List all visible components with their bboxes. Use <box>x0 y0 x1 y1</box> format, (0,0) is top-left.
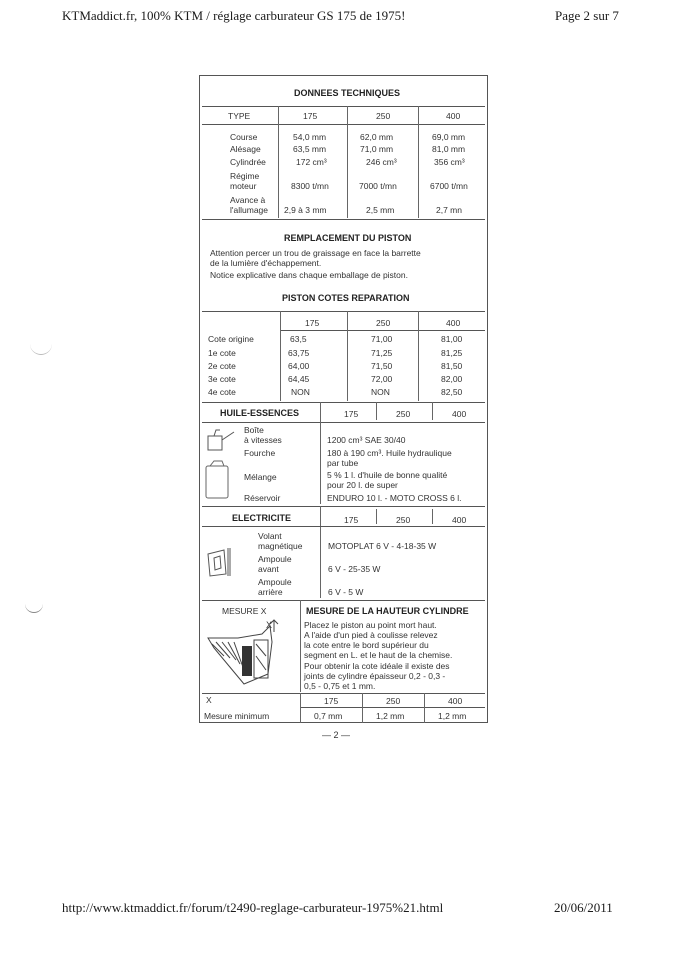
col-rule <box>300 693 301 723</box>
col-rule <box>300 600 301 692</box>
mesure-title: MESURE DE LA HAUTEUR CYLINDRE <box>306 606 469 616</box>
cell: 81,00 <box>441 334 463 344</box>
min-value: 0,7 mm <box>314 711 343 721</box>
divider <box>202 506 485 507</box>
cell: 356 cm³ <box>434 157 465 167</box>
row-label: 1e cote <box>208 348 236 358</box>
cell: 2,7 mn <box>436 205 462 215</box>
item-label: Réservoir <box>244 493 281 503</box>
remplacement-line: de la lumière d'échappement. <box>210 258 322 268</box>
mesure-line: la cote entre le bord supérieur du <box>304 640 429 650</box>
col-400: 400 <box>448 696 463 706</box>
x-label: X <box>206 695 212 705</box>
scan-mark <box>30 338 52 355</box>
divider <box>202 693 485 694</box>
col-rule <box>424 693 425 723</box>
cell: 63,5 mm <box>293 144 327 154</box>
fuel-jerrycan-icon <box>204 460 232 500</box>
item-label: arrière <box>258 587 283 597</box>
col-250: 250 <box>396 515 411 525</box>
min-value: 1,2 mm <box>438 711 467 721</box>
row-label: 3e cote <box>208 374 236 384</box>
cell: 71,00 <box>371 334 393 344</box>
cell: 2,5 mm <box>366 205 395 215</box>
cell: 81,25 <box>441 348 463 358</box>
item-label: Volant <box>258 531 282 541</box>
piston-title: PISTON COTES REPARATION <box>282 293 410 303</box>
donnees-title: DONNEES TECHNIQUES <box>294 88 401 98</box>
col-rule <box>376 509 377 524</box>
cell: 71,0 mm <box>360 144 394 154</box>
col-400: 400 <box>446 318 461 328</box>
cell: 2,9 à 3 mm <box>284 205 327 215</box>
row-label: Régime <box>230 171 260 181</box>
col-250: 250 <box>376 318 391 328</box>
row-label: Cylindrée <box>230 157 266 167</box>
mesure-line: segment en L. et le haut de la chemise. <box>304 650 453 660</box>
divider <box>280 330 485 331</box>
item-value: 180 à 190 cm³. Huile hydraulique <box>327 448 452 458</box>
item-label: Mélange <box>244 472 277 482</box>
cell: 69,0 mm <box>432 132 466 142</box>
col-rule <box>362 693 363 723</box>
item-label: à vitesses <box>244 435 282 445</box>
divider <box>202 600 485 601</box>
mesure-line: Placez le piston au point mort haut. <box>304 620 437 630</box>
svg-text:X: X <box>266 620 273 630</box>
col-rule <box>280 311 281 401</box>
col-250: 250 <box>376 111 391 121</box>
cell: 71,50 <box>371 361 393 371</box>
divider <box>202 311 485 312</box>
min-label: Mesure minimum <box>204 711 270 721</box>
cell: 81,50 <box>441 361 463 371</box>
divider <box>202 526 485 527</box>
row-label: Course <box>230 132 258 142</box>
col-rule <box>376 402 377 420</box>
row-label: Cote origine <box>208 334 254 344</box>
item-label: Ampoule <box>258 554 292 564</box>
item-label: Ampoule <box>258 577 292 587</box>
col-rule <box>320 422 321 504</box>
cell: 6700 t/mn <box>430 181 468 191</box>
page-date: 20/06/2011 <box>554 900 613 915</box>
col-rule <box>320 506 321 598</box>
sheet-page-number: — 2 — <box>322 730 351 740</box>
divider <box>202 219 485 220</box>
mesure-x-label: MESURE X <box>222 606 267 616</box>
row-label: Alésage <box>230 144 261 154</box>
cell: 63,5 <box>290 334 307 344</box>
item-label: Fourche <box>244 448 276 458</box>
item-label: avant <box>258 564 279 574</box>
col-175: 175 <box>303 111 318 121</box>
col-175: 175 <box>324 696 339 706</box>
col-400: 400 <box>446 111 461 121</box>
page-url: http://www.ktmaddict.fr/forum/t2490-reglage-carburateur-1975%21.html <box>62 900 444 915</box>
page-counter: Page 2 sur 7 <box>555 8 619 23</box>
remplacement-title: REMPLACEMENT DU PISTON <box>284 233 412 243</box>
cell: 63,75 <box>288 348 310 358</box>
mesure-line: A l'aide d'un pied à coulisse relevez <box>304 630 438 640</box>
cell: 72,00 <box>371 374 393 384</box>
row-label: l'allumage <box>230 205 269 215</box>
col-400: 400 <box>452 515 467 525</box>
cell: 54,0 mm <box>293 132 327 142</box>
col-rule <box>278 106 279 218</box>
cylinder-section-diagram <box>204 616 298 690</box>
col-175: 175 <box>344 409 359 419</box>
flywheel-magneto-icon <box>204 546 244 580</box>
cell: 71,25 <box>371 348 393 358</box>
item-value: par tube <box>327 458 359 468</box>
item-value: MOTOPLAT 6 V - 4-18-35 W <box>328 541 437 551</box>
col-rule <box>432 509 433 524</box>
cell: 7000 t/mn <box>359 181 397 191</box>
oil-can-icon <box>206 426 238 456</box>
cell: 64,00 <box>288 361 310 371</box>
cell: 82,50 <box>441 387 463 397</box>
row-label: 4e cote <box>208 387 236 397</box>
row-label: 2e cote <box>208 361 236 371</box>
col-175: 175 <box>344 515 359 525</box>
type-label: TYPE <box>228 111 251 121</box>
remplacement-line: Notice explicative dans chaque emballage de piston. <box>210 270 408 280</box>
divider <box>202 124 485 125</box>
mesure-line: joints de cylindre épaisseur 0,2 - 0,3 - <box>304 671 446 681</box>
scan-mark <box>25 598 43 613</box>
item-value: 1200 cm³ SAE 30/40 <box>327 435 406 445</box>
spec-sheet <box>199 75 488 723</box>
remplacement-line: Attention percer un trou de graissage en face la barrette <box>210 248 421 258</box>
col-rule <box>347 311 348 401</box>
divider <box>202 422 485 423</box>
col-175: 175 <box>305 318 320 328</box>
divider <box>300 707 485 708</box>
cell: 81,0 mm <box>432 144 466 154</box>
cell: 246 cm³ <box>366 157 397 167</box>
cell: 62,0 mm <box>360 132 394 142</box>
col-250: 250 <box>386 696 401 706</box>
col-250: 250 <box>396 409 411 419</box>
item-value: ENDURO 10 l. - MOTO CROSS 6 l. <box>327 493 462 503</box>
col-rule <box>347 106 348 218</box>
item-value: pour 20 l. de super <box>327 480 398 490</box>
col-rule <box>432 402 433 420</box>
divider <box>202 106 485 107</box>
item-value: 5 % 1 l. d'huile de bonne qualité <box>327 470 448 480</box>
cell: 82,00 <box>441 374 463 384</box>
electricite-title: ELECTRICITE <box>232 513 292 523</box>
col-rule <box>418 311 419 401</box>
cell: 64,45 <box>288 374 310 384</box>
mesure-line: 0,5 - 0,75 et 1 mm. <box>304 681 376 691</box>
item-label: Boîte <box>244 425 264 435</box>
page-title: KTMaddict.fr, 100% KTM / réglage carburateur GS 175 de 1975! <box>62 8 406 23</box>
row-label: Avance à <box>230 195 266 205</box>
min-value: 1,2 mm <box>376 711 405 721</box>
col-rule <box>320 402 321 422</box>
col-400: 400 <box>452 409 467 419</box>
mesure-line: Pour obtenir la cote idéale il existe des <box>304 661 450 671</box>
item-value: 6 V - 5 W <box>328 587 364 597</box>
col-rule <box>418 106 419 218</box>
item-value: 6 V - 25-35 W <box>328 564 381 574</box>
item-label: magnétique <box>258 541 303 551</box>
row-label: moteur <box>230 181 257 191</box>
cell: 172 cm³ <box>296 157 327 167</box>
cell: NON <box>291 387 310 397</box>
cell: 8300 t/mn <box>291 181 329 191</box>
divider <box>202 402 485 403</box>
huile-title: HUILE-ESSENCES <box>220 408 300 418</box>
cell: NON <box>371 387 390 397</box>
